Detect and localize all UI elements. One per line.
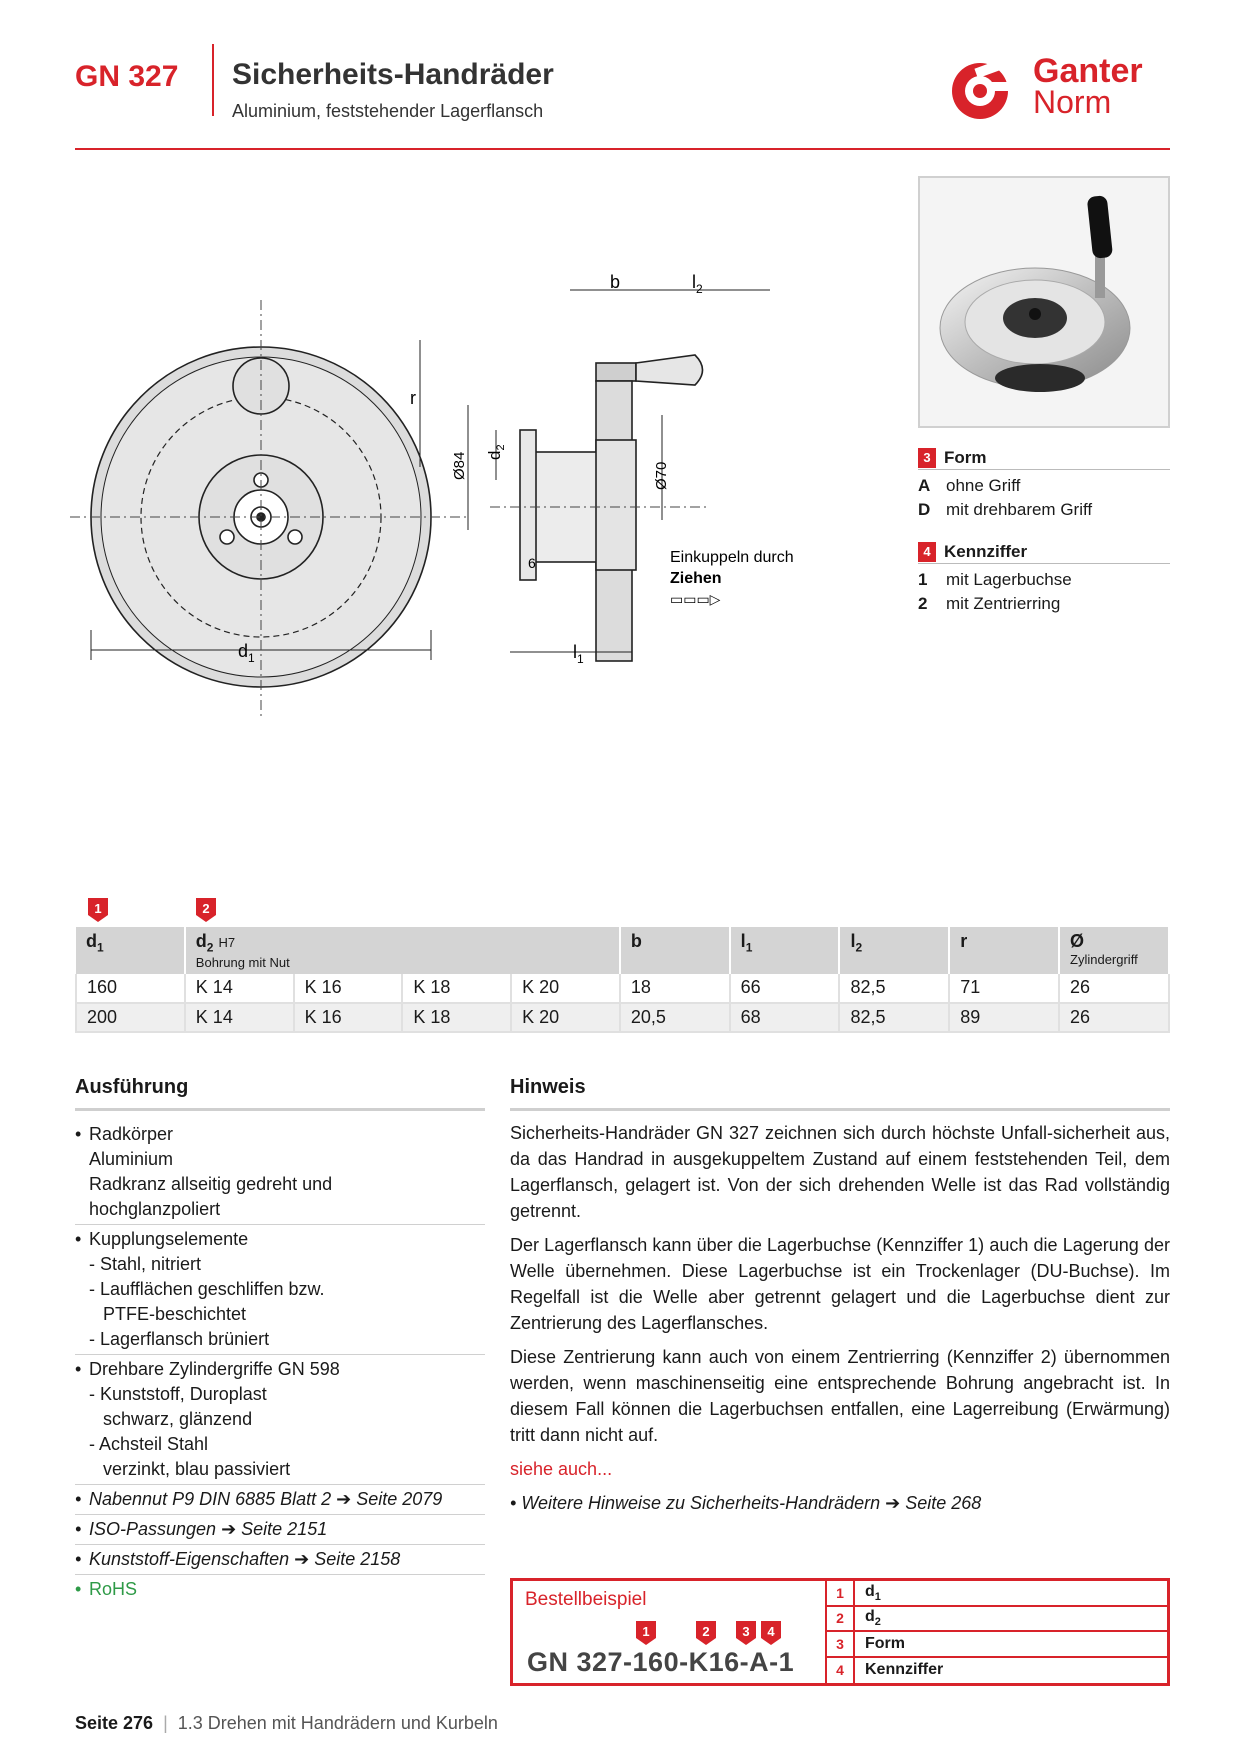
page-footer — [75, 1713, 498, 1734]
label-l1: $l_1$ — [573, 642, 584, 666]
list-item: • Radkörper Aluminium Radkranz allseitig gedreht und hochglanzpoliert — [75, 1120, 485, 1225]
order-pin-1 — [636, 1621, 656, 1645]
logo-text-norm: Norm — [1033, 84, 1112, 120]
hinweis-paragraph: Der Lagerflansch kann über die Lagerbuchse (Kennziffer 1) auch die Lagerung der Welle übernehmen. Diese Lagerbuchse ist ein Trockenlager (DU-Buchse). Im Regelfall ist die Welle aber getrennt gelagert und die Lagerbuchse dient zur Zentrierung des Lagerflansches. — [510, 1235, 1170, 1333]
cell: 160 — [76, 974, 185, 1003]
order-pin-2 — [696, 1621, 716, 1645]
cell: 26 — [1059, 1003, 1169, 1032]
svg-text:1: 1 — [642, 1624, 650, 1639]
legend-kennziffer — [918, 540, 1170, 616]
legend-form-title: Form — [944, 447, 987, 467]
label-b: b — [610, 272, 621, 292]
legend-key: 2 — [918, 594, 928, 613]
cell: 82,5 — [839, 1003, 949, 1032]
cell: K 18 — [402, 974, 511, 1003]
order-left — [513, 1581, 825, 1683]
cell: 18 — [620, 974, 730, 1003]
order-pin-4 — [761, 1621, 781, 1645]
link-nabennut[interactable]: • Nabennut P9 DIN 6885 Blatt 2 ➔ Seite 2079 — [75, 1485, 485, 1515]
legend-kennziffer-item — [918, 592, 1170, 616]
section-rule — [510, 1108, 1170, 1111]
legend-key: 1 — [918, 570, 928, 589]
cell: 20,5 — [620, 1003, 730, 1032]
link-weitere-hinweise[interactable]: • Weitere Hinweise zu Sicherheits-Handrädern ➔ Seite 268 — [510, 1493, 982, 1513]
section-title-hinweis: Hinweis — [510, 1076, 586, 1098]
product-code: GN 327 — [75, 60, 179, 93]
page-number: Seite 276 — [75, 1713, 154, 1733]
svg-text:3: 3 — [742, 1624, 750, 1639]
pin-marker-1 — [88, 898, 108, 922]
cell: 82,5 — [839, 974, 949, 1003]
label-d1: $d_1$ — [238, 641, 255, 665]
list-item: • Kupplungselemente - Stahl, nitriert - Laufflächen geschliffen bzw. PTFE-beschichtet - Lagerflansch brüniert — [75, 1225, 485, 1355]
footer-separator: | — [163, 1713, 168, 1733]
table-row — [76, 974, 1169, 1003]
header-rule — [75, 148, 1170, 150]
legend-key: A — [918, 476, 931, 495]
hinweis-text — [510, 1120, 1170, 1524]
col-l2: $l_2$ — [839, 927, 949, 974]
legend-text: mit Lagerbuchse — [946, 570, 1072, 589]
cell: 200 — [76, 1003, 185, 1032]
legend-key: D — [918, 500, 931, 519]
cell: 89 — [949, 1003, 1059, 1032]
cell: 68 — [730, 1003, 840, 1032]
col-l1: $l_1$ — [730, 927, 840, 974]
order-pin-3 — [736, 1621, 756, 1645]
legend-kennziffer-item — [918, 568, 1170, 592]
legend-text: mit drehbarem Griff — [946, 500, 1093, 519]
table-header-row — [76, 927, 1169, 974]
legend-kennziffer-header — [918, 540, 1170, 564]
col-d1: $d_1$ — [76, 927, 185, 974]
order-code: GN 327-160-K16-A-1 — [527, 1647, 795, 1677]
pin-marker-2 — [196, 898, 216, 922]
legend-text: mit Zentrierring — [946, 594, 1061, 613]
order-label: Bestellbeispiel — [525, 1589, 647, 1610]
note-coupling-line2: Ziehen — [670, 570, 722, 587]
col-diameter: Ø Zylindergriff — [1059, 927, 1169, 974]
chapter-title: 1.3 Drehen mit Handrädern und Kurbeln — [177, 1713, 498, 1733]
order-key-row: 1 $d_1$ — [827, 1581, 1167, 1607]
label-6: 6 — [528, 555, 536, 571]
col-d2: $d_2$ H7 Bohrung mit Nut — [185, 927, 620, 974]
handwheel-photo-illustration — [920, 178, 1168, 426]
ganter-norm-logo — [945, 54, 1170, 124]
legend-kennziffer-title: Kennziffer — [944, 541, 1028, 561]
hinweis-paragraph: Diese Zentrierung kann auch von einem Zentrierring (Kennziffer 2) übernommen werden, wenn maschinenseitig eine entsprechende Bohrung angebracht ist. In diesem Fall können die Lagerbuchsen entfallen, eine Lagerreibung (Erwärmung) tritt dann nicht auf. — [510, 1347, 1170, 1445]
label-d70: Ø70 — [653, 461, 670, 490]
cell: K 20 — [511, 974, 620, 1003]
svg-text:1: 1 — [94, 901, 102, 916]
cell: K 16 — [294, 1003, 403, 1032]
label-d84: Ø84 — [451, 451, 468, 480]
label-r: r — [410, 388, 416, 408]
section-rule — [75, 1108, 485, 1111]
hinweis-paragraph: Sicherheits-Handräder GN 327 zeichnen sich durch höchste Unfall-sicherheit aus, da das Handrad in ausgekuppeltem Zustand auf einem feststehenden Teil, dem Lagerflansch, gelagert ist. Von der sich drehenden Welle ist das Rad vollständig getrennt. — [510, 1123, 1170, 1221]
ganter-logo-icon — [945, 54, 1025, 124]
order-key-row: 2 $d_2$ — [827, 1607, 1167, 1633]
legend-form — [918, 446, 1170, 522]
note-arrows: ▭▭▭▷ — [670, 592, 721, 608]
col-r: r — [949, 927, 1059, 974]
order-key-row: 4 Kennziffer — [827, 1658, 1167, 1684]
list-item: • Drehbare Zylindergriffe GN 598 - Kunststoff, Duroplast schwarz, glänzend - Achsteil Stahl verzinkt, blau passiviert — [75, 1355, 485, 1485]
order-key-table — [825, 1581, 1167, 1683]
legend-form-item — [918, 498, 1170, 522]
link-iso-passungen[interactable]: • ISO-Passungen ➔ Seite 2151 — [75, 1515, 485, 1545]
svg-text:2: 2 — [202, 901, 210, 916]
dimensions-table — [75, 927, 1170, 1033]
section-title-ausfuehrung: Ausführung — [75, 1076, 189, 1098]
cell: 71 — [949, 974, 1059, 1003]
cell: K 20 — [511, 1003, 620, 1032]
col-b: b — [620, 927, 730, 974]
cell: K 14 — [185, 1003, 294, 1032]
note-coupling-line1: Einkuppeln durch — [670, 549, 794, 566]
legend-text: ohne Griff — [946, 476, 1021, 495]
page-subtitle: Aluminium, feststehender Lagerflansch — [232, 101, 544, 121]
page-title: Sicherheits-Handräder — [232, 58, 554, 91]
header-separator — [212, 44, 214, 116]
svg-text:2: 2 — [702, 1624, 710, 1639]
badge-4: 4 — [918, 542, 936, 562]
order-example — [510, 1578, 1170, 1686]
cell: K 16 — [294, 974, 403, 1003]
cell: 66 — [730, 974, 840, 1003]
logo-text-ganter: Ganter — [1033, 52, 1143, 90]
legend-form-item — [918, 474, 1170, 498]
legend-form-header — [918, 446, 1170, 470]
link-kunststoff[interactable]: • Kunststoff-Eigenschaften ➔ Seite 2158 — [75, 1545, 485, 1575]
table-row — [76, 1003, 1169, 1032]
see-also-label: siehe auch... — [510, 1459, 613, 1479]
rohs-item: • RoHS — [75, 1575, 485, 1604]
cell: K 18 — [402, 1003, 511, 1032]
ausfuehrung-list — [75, 1120, 485, 1604]
svg-text:4: 4 — [767, 1624, 775, 1639]
product-photo — [918, 176, 1170, 428]
cell: K 14 — [185, 974, 294, 1003]
cell: 26 — [1059, 974, 1169, 1003]
technical-drawing — [70, 272, 910, 760]
order-key-row: 3 Form — [827, 1632, 1167, 1658]
badge-3: 3 — [918, 448, 936, 468]
label-l2: $l_2$ — [692, 272, 703, 296]
label-d2: $d_2$ — [485, 444, 507, 460]
